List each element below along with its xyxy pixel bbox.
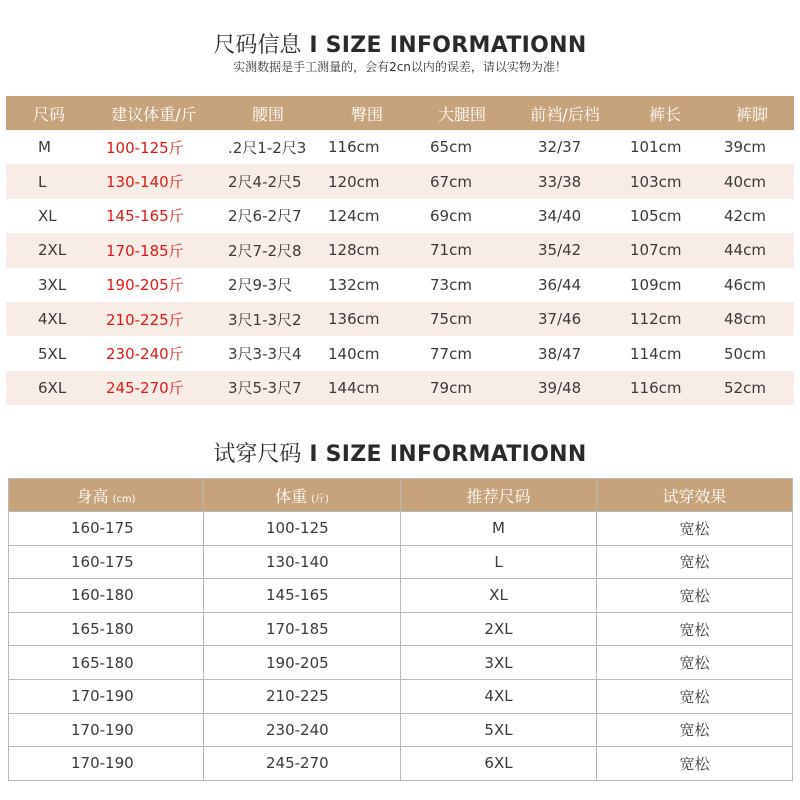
cell-size: 4XL (6, 302, 92, 336)
table-row (6, 268, 794, 302)
cell-hem: 39cm (724, 138, 766, 157)
cell-weight: 145-165斤 (106, 207, 184, 226)
fit-table-header (9, 479, 793, 512)
header-height-unit: (cm) (112, 493, 136, 505)
cell-height: 170-190 (9, 747, 204, 781)
header-body-weight-label: 体重 (275, 486, 308, 506)
table-row (9, 545, 793, 579)
cell-weight: 130-140斤 (92, 164, 216, 198)
cell-rise: 34/40 (538, 206, 582, 225)
cell-body-weight: 245-270 (204, 747, 401, 781)
cell-hip: 140cm (328, 344, 380, 363)
size-info-title (0, 28, 800, 59)
cell-height: 170-190 (9, 679, 204, 713)
header-fit-effect (597, 479, 793, 512)
cell-size: M (38, 138, 51, 157)
cell-hem: 50cm (724, 344, 766, 363)
cell-length: 114cm (630, 344, 682, 363)
cell-thigh: 65cm (430, 138, 472, 157)
cell-recommended-size: 3XL (401, 646, 597, 680)
cell-hip: 136cm (320, 302, 414, 336)
table-row (9, 612, 793, 646)
cell-weight: 170-185斤 (92, 233, 216, 267)
cell-weight: 210-225斤 (92, 302, 216, 336)
title-divider: I (309, 33, 318, 58)
cell-waist: 2尺7-2尺8 (216, 233, 320, 267)
header-thigh: 大腿围 (414, 96, 510, 130)
cell-hem: 40cm (710, 164, 794, 198)
table-row (9, 679, 793, 713)
cell-hip: 144cm (320, 371, 414, 405)
header-body-weight-unit: (斤) (311, 493, 329, 505)
cell-height: 165-180 (9, 612, 204, 646)
cell-thigh: 73cm (430, 275, 472, 294)
cell-hip: 120cm (320, 164, 414, 198)
cell-rise: 32/37 (538, 138, 582, 157)
cell-hem: 46cm (724, 275, 766, 294)
cell-rise: 35/42 (510, 233, 620, 267)
cell-thigh: 77cm (430, 344, 472, 363)
cell-body-weight: 230-240 (204, 713, 401, 747)
cell-rise: 39/48 (510, 371, 620, 405)
cell-recommended-size: XL (401, 579, 597, 613)
cell-height: 170-190 (9, 713, 204, 747)
cell-size: 6XL (6, 371, 92, 405)
cell-recommended-size: L (401, 545, 597, 579)
cell-waist: 3尺3-3尺4 (228, 345, 302, 364)
cell-recommended-size: 2XL (401, 612, 597, 646)
cell-height: 160-180 (9, 579, 204, 613)
cell-length: 112cm (620, 302, 710, 336)
cell-size: 5XL (38, 344, 67, 363)
cell-fit-effect: 宽松 (597, 646, 793, 680)
cell-thigh: 71cm (414, 233, 510, 267)
header-fit-effect-label: 试穿效果 (662, 486, 727, 506)
cell-length: 109cm (630, 275, 682, 294)
cell-height: 160-175 (9, 545, 204, 579)
cell-waist: .2尺1-2尺3 (228, 138, 307, 157)
fit-title-zh: 试穿尺码 (213, 442, 302, 467)
cell-rise: 37/46 (510, 302, 620, 336)
fit-title (0, 437, 800, 468)
cell-recommended-size: 5XL (401, 713, 597, 747)
cell-body-weight: 145-165 (204, 579, 401, 613)
cell-weight: 230-240斤 (106, 345, 184, 364)
header-height (9, 479, 204, 512)
cell-fit-effect: 宽松 (597, 679, 793, 713)
cell-body-weight: 190-205 (204, 646, 401, 680)
cell-length: 105cm (630, 206, 682, 225)
header-hem: 裤脚 (710, 96, 794, 130)
header-waist: 腰围 (216, 96, 320, 130)
header-weight: 建议体重/斤 (92, 96, 216, 130)
size-info-title-en: SIZE INFORMATIONN (325, 33, 587, 58)
cell-size: XL (38, 206, 57, 225)
cell-fit-effect: 宽松 (597, 579, 793, 613)
cell-hip: 116cm (328, 138, 380, 157)
cell-height: 160-175 (9, 512, 204, 546)
size-table-header (6, 96, 794, 130)
cell-recommended-size: 6XL (401, 747, 597, 781)
table-row (9, 747, 793, 781)
cell-recommended-size: M (401, 512, 597, 546)
cell-body-weight: 100-125 (204, 512, 401, 546)
cell-hem: 52cm (710, 371, 794, 405)
header-body-weight (204, 479, 401, 512)
table-row (6, 130, 794, 164)
cell-fit-effect: 宽松 (597, 612, 793, 646)
cell-waist: 2尺4-2尺5 (216, 164, 320, 198)
header-recommended-size-label: 推荐尺码 (466, 486, 531, 506)
cell-size: L (6, 164, 92, 198)
cell-size: 3XL (38, 275, 67, 294)
cell-height: 165-180 (9, 646, 204, 680)
header-length: 裤长 (620, 96, 710, 130)
table-row (9, 579, 793, 613)
cell-waist: 3尺5-3尺7 (216, 371, 320, 405)
size-table (6, 96, 794, 405)
size-info-title-zh: 尺码信息 (213, 33, 302, 58)
header-rise: 前裆/后档 (510, 96, 620, 130)
cell-waist: 2尺9-3尺 (228, 276, 293, 295)
table-row (9, 713, 793, 747)
cell-hem: 44cm (710, 233, 794, 267)
cell-fit-effect: 宽松 (597, 545, 793, 579)
fit-table (8, 478, 793, 781)
header-height-label: 身高 (76, 486, 109, 506)
cell-waist: 2尺6-2尺7 (228, 207, 302, 226)
cell-recommended-size: 4XL (401, 679, 597, 713)
cell-rise: 38/47 (538, 344, 582, 363)
table-row (6, 371, 794, 405)
cell-body-weight: 210-225 (204, 679, 401, 713)
cell-thigh: 67cm (414, 164, 510, 198)
cell-size: 2XL (6, 233, 92, 267)
cell-hip: 128cm (320, 233, 414, 267)
title-divider: I (309, 442, 318, 467)
cell-body-weight: 130-140 (204, 545, 401, 579)
cell-fit-effect: 宽松 (597, 747, 793, 781)
measurement-note: 实测数据是手工测量的，会有2cn以内的误差，请以实物为准！ (233, 60, 567, 74)
cell-rise: 36/44 (538, 275, 582, 294)
cell-fit-effect: 宽松 (597, 512, 793, 546)
cell-hem: 48cm (710, 302, 794, 336)
table-row (6, 199, 794, 233)
cell-hip: 124cm (328, 206, 380, 225)
fit-title-en: SIZE INFORMATIONN (325, 442, 587, 467)
table-row (6, 164, 794, 198)
cell-length: 103cm (620, 164, 710, 198)
header-hip: 臀围 (320, 96, 414, 130)
cell-length: 107cm (620, 233, 710, 267)
cell-rise: 33/38 (510, 164, 620, 198)
header-recommended-size (401, 479, 597, 512)
cell-hip: 132cm (328, 275, 380, 294)
table-row (9, 512, 793, 546)
cell-thigh: 75cm (414, 302, 510, 336)
cell-weight: 100-125斤 (106, 138, 184, 157)
cell-length: 116cm (620, 371, 710, 405)
table-row (6, 302, 794, 336)
cell-hem: 42cm (724, 206, 766, 225)
cell-weight: 190-205斤 (106, 276, 184, 295)
cell-thigh: 79cm (414, 371, 510, 405)
table-row (6, 336, 794, 370)
table-row (6, 233, 794, 267)
cell-body-weight: 170-185 (204, 612, 401, 646)
cell-length: 101cm (630, 138, 682, 157)
header-size: 尺码 (6, 96, 92, 130)
cell-weight: 245-270斤 (92, 371, 216, 405)
table-row (9, 646, 793, 680)
cell-fit-effect: 宽松 (597, 713, 793, 747)
cell-thigh: 69cm (430, 206, 472, 225)
cell-waist: 3尺1-3尺2 (216, 302, 320, 336)
